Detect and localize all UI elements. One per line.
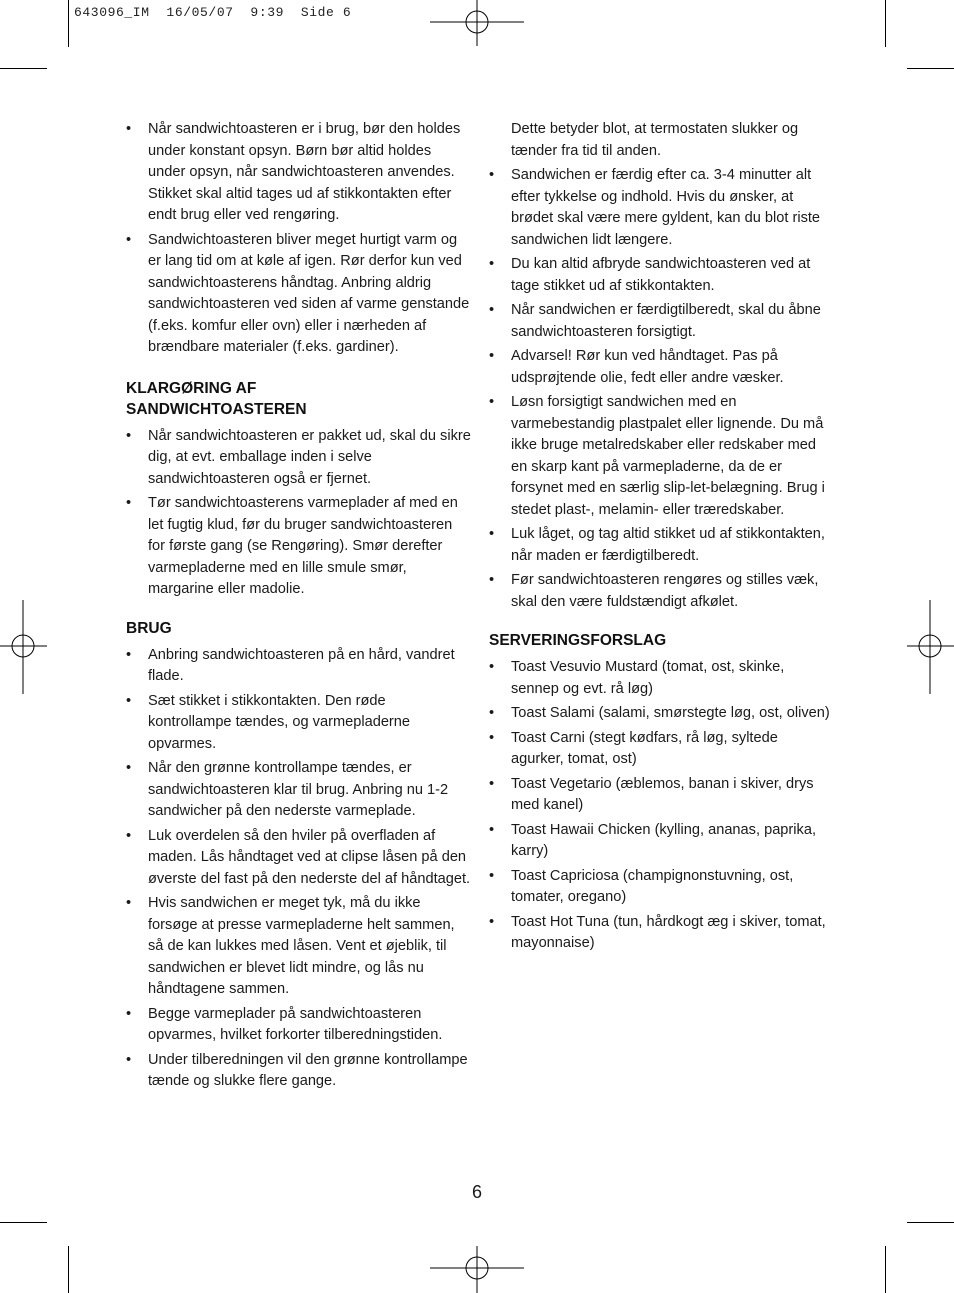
bullet-icon: • [489, 572, 495, 588]
list-item [126, 691, 471, 756]
bullet-icon: • [126, 495, 132, 511]
list-item [126, 893, 471, 1001]
bullet-icon: • [126, 121, 132, 137]
bullet-icon: • [489, 394, 495, 410]
list-item-text: Toast Salami (salami, smørstegte løg, ost, oliven) [511, 705, 830, 721]
bullet-icon: • [489, 775, 495, 792]
registration-mark-bottom [430, 1246, 524, 1293]
list-item-text: Toast Vegetario (æblemos, banan i skiver, drys med kanel) [511, 775, 814, 813]
bullet-icon: • [126, 646, 132, 663]
list-item-text: Luk låget, og tag altid stikket ud af stikkontakten, når maden er færdigtilberedt. [511, 526, 825, 564]
bullet-icon: • [489, 913, 495, 930]
bullet-icon: • [489, 705, 495, 721]
intro-bullet-list [126, 119, 471, 359]
list-item [489, 300, 834, 343]
list-item-text: Når sandwichtoasteren er i brug, bør den holdes under konstant opsyn. Børn bør altid holdes under opsyn, når sandwichtoasteren anvendes. Stikket skal altid tages ud af stikkontakten efter endt brug eller ved rengøring. [148, 121, 461, 223]
bullet-icon: • [126, 895, 132, 911]
registration-mark-top [430, 0, 524, 46]
list-item-text: Anbring sandwichtoasteren på en hård, vandret flade. [148, 646, 455, 684]
list-item-text: Toast Capriciosa (champignonstuvning, ost, tomater, oregano) [511, 867, 794, 905]
list-item-text: Toast Carni (stegt kødfars, rå løg, syltede agurker, tomat, ost) [511, 729, 778, 767]
list-item [126, 426, 471, 491]
bullet-icon: • [126, 1005, 132, 1022]
brug-bullet-list [126, 645, 471, 1093]
list-item [126, 119, 471, 227]
bullet-icon: • [489, 659, 495, 675]
klargoring-bullet-list [126, 426, 471, 601]
list-item [489, 346, 834, 389]
list-item [126, 645, 471, 688]
bullet-icon: • [489, 867, 495, 884]
list-item-text: Hvis sandwichen er meget tyk, må du ikke forsøge at presse varmepladerne helt sammen, så de kan lukkes med låsen. Vent et øjeblik, til sandwichen er blevet lidt mindre, og lås nu håndtagene sammen. [148, 895, 455, 997]
list-item [489, 820, 834, 863]
crop-mark-top-left-v [68, 0, 69, 47]
list-item [126, 493, 471, 601]
continued-paragraph: Dette betyder blot, at termostaten slukker og tænder fra tid til anden. [511, 121, 799, 159]
list-item-text: Du kan altid afbryde sandwichtoasteren ved at tage stikket ud af stikkontakten. [511, 256, 811, 294]
right-column [489, 119, 834, 958]
list-item [489, 866, 834, 909]
print-slug: 643096_IM 16/05/07 9:39 Side 6 [74, 5, 352, 20]
page-number: 6 [471, 1182, 482, 1202]
bullet-icon: • [489, 256, 495, 272]
right-bullet-list [489, 165, 834, 613]
list-item-text: Advarsel! Rør kun ved håndtaget. Pas på udsprøjtende olie, fedt eller andre væsker. [511, 348, 784, 386]
list-item-text: Begge varmeplader på sandwichtoasteren opvarmes, hvilket forkorter tilberedningstiden. [148, 1005, 443, 1043]
list-item [489, 912, 834, 955]
bullet-icon: • [126, 427, 132, 444]
list-item [489, 657, 834, 700]
list-item [126, 758, 471, 823]
list-item-text: Under tilberedningen vil den grønne kontrollampe tænde og slukke flere gange. [148, 1051, 468, 1089]
section-heading-brug: BRUG [126, 619, 172, 637]
list-item [126, 230, 471, 359]
list-item [489, 524, 834, 567]
list-item-text: Før sandwichtoasteren rengøres og stilles væk, skal den være fuldstændigt afkølet. [511, 572, 819, 610]
bullet-icon: • [489, 167, 495, 183]
bullet-icon: • [126, 827, 132, 844]
bullet-icon: • [489, 302, 495, 318]
list-item-text: Løsn forsigtigt sandwichen med en varmebestandig plastpalet eller lignende. Du må ikke bruge metalredskaber eller redskaber med en skarp kant på varmepladerne, da de er forsynet med en særlig slip-let-belægning. Brug i stedet plast-, melamin- eller træredskaber. [511, 394, 825, 518]
bullet-icon: • [126, 692, 132, 709]
list-item [126, 826, 471, 891]
list-item-text: Når sandwichen er færdigtilberedt, skal du åbne sandwichtoasteren forsigtigt. [511, 302, 821, 340]
list-item [489, 570, 834, 613]
bullet-icon: • [489, 348, 495, 364]
list-item-text: Sæt stikket i stikkontakten. Den røde kontrollampe tændes, og varmepladerne opvarmes. [148, 692, 411, 752]
list-item [126, 1050, 471, 1093]
list-item-text: Tør sandwichtoasterens varmeplader af med en let fugtig klud, før du bruger sandwichtoasteren for første gang (se Rengøring). Smør derefter varmepladerne med en lille smule smør, margarine eller madolie. [148, 495, 458, 597]
list-item [489, 728, 834, 771]
crop-mark-bottom-left-v [68, 1246, 69, 1293]
registration-mark-right [907, 600, 954, 694]
list-item [489, 774, 834, 817]
registration-mark-left [0, 600, 47, 694]
list-item-text: Toast Hot Tuna (tun, hårdkogt æg i skiver, tomat, mayonnaise) [511, 913, 826, 951]
list-item [489, 165, 834, 251]
crop-mark-bottom-right-h [907, 1222, 954, 1223]
list-item [489, 254, 834, 297]
bullet-icon: • [489, 729, 495, 746]
left-column [126, 119, 471, 1096]
list-item-text: Sandwichtoasteren bliver meget hurtigt varm og er lang tid om at køle af igen. Rør derfor kun ved sandwichtoasterens håndtag. Anbring aldrig sandwichtoasteren ved siden af varme genstande (f.eks. komfur eller ovn) eller i nærheden af brændbare materialer (f.eks. gardiner). [148, 231, 470, 355]
list-item-text: Toast Hawaii Chicken (kylling, ananas, paprika, karry) [511, 821, 816, 859]
list-item-text: Når sandwichtoasteren er pakket ud, skal du sikre dig, at evt. emballage inden i selve sandwichtoasteren også er fjernet. [148, 427, 471, 487]
crop-mark-top-right-h [907, 68, 954, 69]
crop-mark-top-right-v [885, 0, 886, 47]
list-item [126, 1004, 471, 1047]
list-item-text: Sandwichen er færdig efter ca. 3-4 minutter alt efter tykkelse og indhold. Hvis du ønsker, at brødet skal være mere gyldent, kan du blot riste sandwichen lidt længere. [511, 167, 821, 248]
list-item-text: Når den grønne kontrollampe tændes, er sandwichtoasteren klar til brug. Anbring nu 1-2 sandwicher på den nederste varmeplade. [148, 760, 449, 819]
list-item-text: Toast Vesuvio Mustard (tomat, ost, skinke, sennep og evt. rå løg) [511, 659, 785, 697]
bullet-icon: • [126, 760, 132, 776]
crop-mark-bottom-left-h [0, 1222, 47, 1223]
bullet-icon: • [489, 821, 495, 838]
bullet-icon: • [126, 1051, 132, 1068]
crop-mark-bottom-right-v [885, 1246, 886, 1293]
section-heading-serveringsforslag: SERVERINGSFORSLAG [489, 632, 667, 649]
section-heading-klargoring: KLARGØRING AF SANDWICHTOASTEREN [126, 379, 307, 418]
list-item [489, 703, 834, 725]
bullet-icon: • [126, 231, 132, 248]
list-item [489, 392, 834, 521]
bullet-icon: • [489, 526, 495, 542]
serveringsforslag-bullet-list [489, 657, 834, 955]
crop-mark-top-left-h [0, 68, 47, 69]
list-item-text: Luk overdelen så den hviler på overfladen af maden. Lås håndtaget ved at clipse låsen på den øverste del fast på den nederste del af håndtaget. [148, 827, 471, 887]
